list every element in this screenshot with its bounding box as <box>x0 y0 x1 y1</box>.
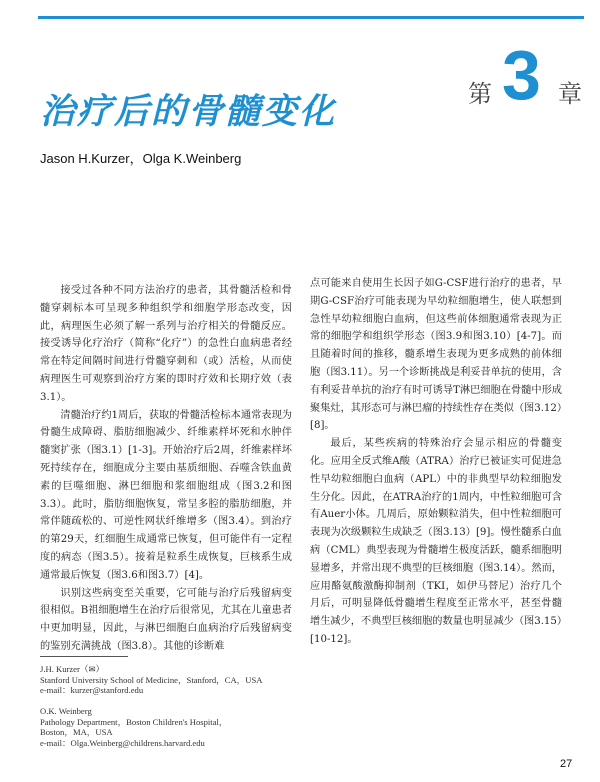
paragraph: 识别这些病变至关重要，它可能与治疗后残留病变很相似。B祖细胞增生在治疗后很常见，尤其在儿童患者中更加明显，因此，与淋巴细胞白血病治疗后残留病变的鉴别充满挑战（图3.8）。其他的诊断难 <box>40 587 292 652</box>
affiliation-line: J.H. Kurzer（✉） <box>40 664 105 674</box>
affiliation-line: Boston，MA，USA <box>40 727 113 738</box>
author-affiliation-weinberg <box>40 706 228 748</box>
affiliation-email: e-mail：Olga.Weinberg@childrens.harvard.edu <box>40 737 205 748</box>
header-rule <box>38 16 584 19</box>
body-column-left <box>40 282 292 656</box>
chapter-number: 3 <box>502 36 541 114</box>
chapter-title: 治疗后的骨髓变化 <box>40 92 337 132</box>
body-column-right <box>310 275 562 649</box>
chapter-label <box>468 36 586 114</box>
chapter-label-suffix: 章 <box>558 80 582 108</box>
affiliation-line: Pathology Department，Boston Children's Hospital， <box>40 716 228 727</box>
author-affiliation-kurzer <box>40 664 262 696</box>
affiliation-line: Stanford University School of Medicine，Stanford，CA，USA <box>40 674 263 685</box>
paragraph: 点可能来自使用生长因子如G-CSF进行治疗的患者，早期G-CSF治疗可能表现为早幼粒细胞增生，使人联想到急性早幼粒细胞白血病，但这些前体细胞通常表现为正常的细胞学和组织学形态（图3.9和图3.10）[4-7]。而且随着时间的推移，髓系增生表现为更多成熟的前体细胞（图3.11）。另一个诊断挑战是利妥昔单抗的使用，含有利妥昔单抗的治疗有时可诱导T淋巴细胞在骨髓中形成聚集灶，其形态可与淋巴瘤的持续性存在类似（图3.12）[8]。 <box>310 278 562 432</box>
authors: Jason H.Kurzer，Olga K.Weinberg <box>40 151 242 166</box>
paragraph: 清髓治疗约1周后，获取的骨髓活检标本通常表现为骨髓生成障碍、脂肪细胞减少、纤维素样坏死和水肿伴髓窦扩张（图3.1）[1-3]。开始治疗后2周，纤维素样坏死持续存在，细胞成分主要由基质细胞、吞噬含铁血黄素的巨噬细胞、淋巴细胞和浆细胞组成（图3.2和图3.3）。此时，脂肪细胞恢复，常呈多腔的脂肪细胞，并常伴随疏松的、可逆性网状纤维增多（图3.4）。到治疗的第29天，红细胞生成通常已恢复，但可能伴有一定程度的病态（图3.5）。接着是粒系生成恢复，巨核系生成通常最后恢复（图3.6和图3.7）[4]。 <box>40 409 292 581</box>
page-number: 27 <box>560 758 573 770</box>
paragraph: 接受过各种不同方法治疗的患者，其骨髓活检和骨髓穿刺标本可呈现多种组织学和细胞学形态改变，因此，病理医生必须了解一系列与治疗相关的骨髓反应。接受诱导化疗治疗（简称“化疗”）的急性白血病患者经常在特定间隔时间进行骨髓穿刺和（或）活检，从而使病理医生可观察到治疗方案的即时疗效和长期疗效（表3.1）。 <box>40 285 292 403</box>
chapter-label-prefix: 第 <box>468 80 492 108</box>
paragraph: 最后，某些疾病的特殊治疗会显示相应的骨髓变化。应用全反式维A酸（ATRA）治疗已被证实可促进急性早幼粒细胞白血病（APL）中的非典型早幼粒细胞发生分化。因此，在ATRA治疗的1周内，中性粒细胞可含有Auer小体。几周后，原始颗粒消失，但中性粒细胞可表现为次级颗粒生成缺乏（图3.13）[9]。慢性髓系白血病（CML）典型表现为骨髓增生极度活跃，髓系细胞明显增多，并常出现不典型的巨核细胞（图3.14）。然而，应用酪氨酸激酶抑制剂（TKI，如伊马替尼）治疗几个月后，可明显降低骨髓增生程度至正常水平，甚至骨髓增生减少，不典型巨核细胞的数量也明显减少（图3.15）[10-12]。 <box>310 438 562 645</box>
footnote-rule <box>40 656 128 657</box>
affiliation-line: O.K. Weinberg <box>40 706 92 716</box>
affiliation-email: e-mail：kurzer@stanford.edu <box>40 685 144 696</box>
